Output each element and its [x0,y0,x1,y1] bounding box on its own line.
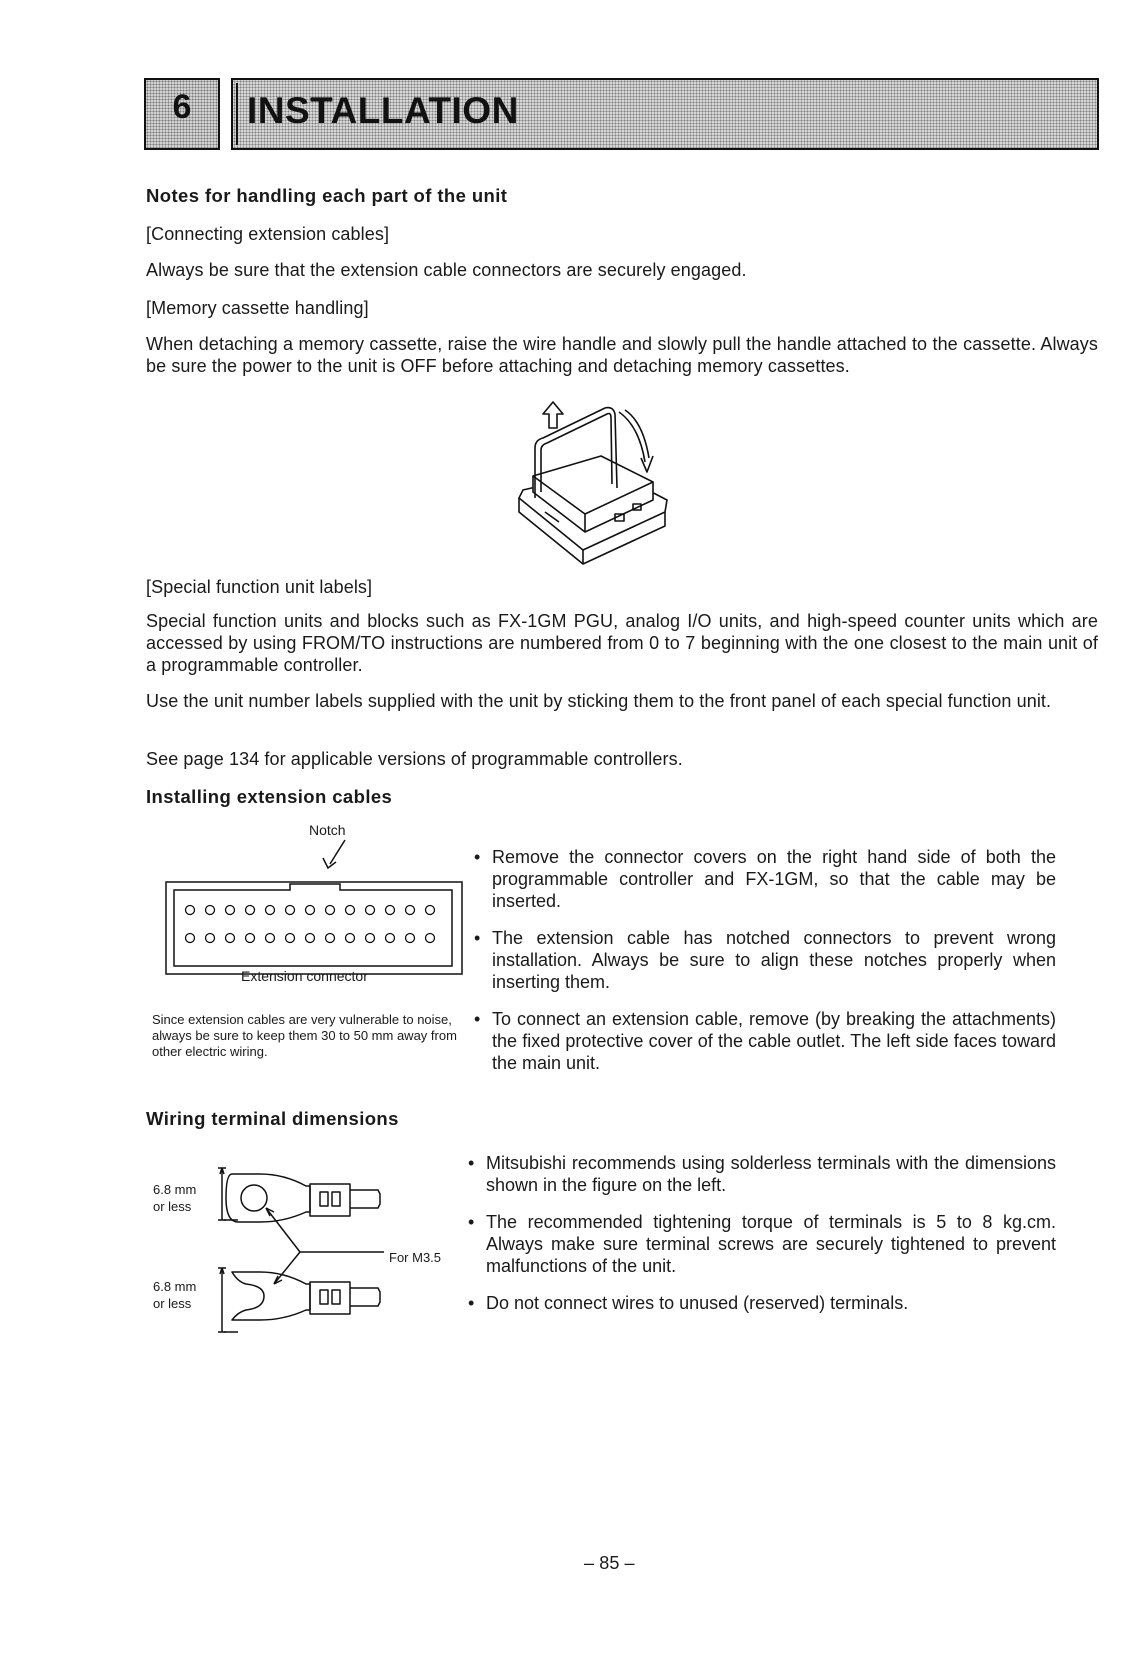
dim-top-value: 6.8 mm [153,1182,197,1197]
notes-heading: Notes for handling each part of the unit [146,185,508,206]
installing-bullet-1: • Remove the connector covers on the right hand side of both the programmable controller and FX-1GM, so that the cable may be inserted. [474,846,1056,912]
chapter-title: INSTALLATION [247,90,519,131]
wiring-bullet-list [468,1152,1056,1329]
connecting-title: [Connecting extension cables] [146,224,390,244]
dim-bottom-qualifier: or less [153,1296,192,1311]
installing-bullet-3: • To connect an extension cable, remove (by breaking the attachments) the fixed protective cover of the cable outlet. The left side faces toward the main unit. [474,1008,1056,1074]
chapter-number: 6 [172,88,192,126]
dim-top-qualifier: or less [153,1199,192,1214]
memory-title: [Memory cassette handling] [146,298,369,318]
solderless-terminals-diagram [208,1160,408,1350]
wiring-bullet-3: • Do not connect wires to unused (reserved) terminals. [468,1292,1056,1314]
wiring-heading: Wiring terminal dimensions [146,1108,399,1129]
installing-bullet-list [474,846,1056,1089]
extension-connector-diagram [160,838,470,988]
screw-size-label: For M3.5 [389,1250,442,1265]
extension-connector-label: Extension connector [241,968,368,984]
labels-title: [Special function unit labels] [146,577,373,597]
notch-label: Notch [309,822,346,838]
chapter-number-box [144,78,220,150]
installing-bullet-2: • The extension cable has notched connectors to prevent wrong installation. Always be sure to align these notches properly when inserting them. [474,927,1056,993]
memory-text: When detaching a memory cassette, raise the wire handle and slowly pull the handle attached to the cassette. Always be sure the power to the unit is OFF before attaching and detaching memory cassettes. [146,334,1098,376]
labels-text-2: Use the unit number labels supplied with the unit by sticking them to the front panel of each special function unit. [146,691,1052,711]
labels-text-1: Special function units and blocks such as FX-1GM PGU, analog I/O units, and high-speed counter units which are accessed by using FROM/TO instructions are numbered from 0 to 7 beginning with the one closest to the main unit of a programmable controller. [146,611,1098,675]
page-number: – 85 – [584,1553,635,1573]
memory-cassette-illustration [515,400,690,575]
labels-text-3: See page 134 for applicable versions of programmable controllers. [146,749,683,769]
installing-heading: Installing extension cables [146,786,393,807]
title-box-rule [236,83,244,145]
wiring-bullet-1: • Mitsubishi recommends using solderless terminals with the dimensions shown in the figure on the left. [468,1152,1056,1196]
noise-caption: Since extension cables are very vulnerable to noise, always be sure to keep them 30 to 50 mm away from other electric wiring. [152,1012,457,1059]
wiring-bullet-2: • The recommended tightening torque of terminals is 5 to 8 kg.cm. Always make sure terminal screws are securely tightened to prevent malfunctions of the unit. [468,1211,1056,1277]
dim-bottom-value: 6.8 mm [153,1279,197,1294]
chapter-title-box [231,78,1099,150]
connecting-text: Always be sure that the extension cable connectors are securely engaged. [146,260,747,280]
